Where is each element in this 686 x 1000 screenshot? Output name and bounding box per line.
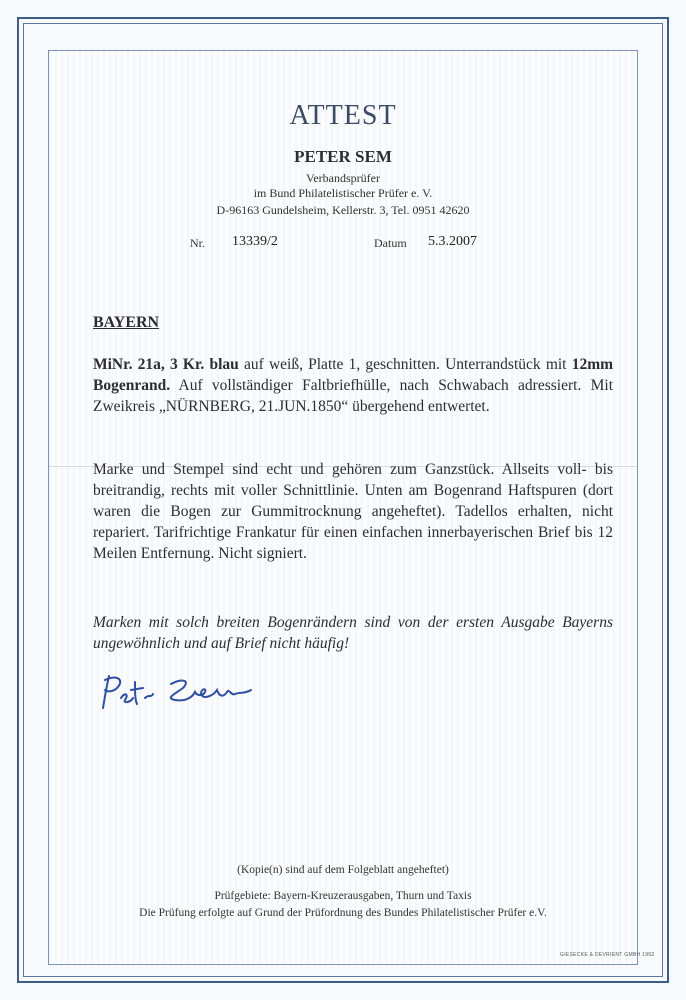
examiner-role: Verbandsprüfer (306, 171, 380, 185)
section-heading: BAYERN (93, 314, 160, 331)
description-text-2: Auf vollständiger Faltbriefhülle, nach Schwabach adressiert. Mit Zweikreis „NÜRNBERG, 21.JUN.1850“ übergehend entwertet. (93, 377, 613, 415)
margin-size: 12mm Bogenrand. (93, 356, 614, 394)
condition-paragraph: Marke und Stempel sind echt und gehören zum Ganzstück. Allseits voll- bis breitrandig, rechts mit voller Schnittlinie. Unten am Bogenrand Haftspuren (dort waren die Bogen zur Gummitrocknung angeheftet). Tadellos erhalten, nicht repariert. Tarifrichtige Frankatur für einen einfachen innerbayerischen Brief bis 12 Meilen Entfernung. Nicht signiert. (93, 461, 613, 562)
nr-value: 13339/2 (232, 234, 278, 249)
examiner-address: D-96163 Gundelsheim, Kellerstr. 3, Tel. 0951 42620 (216, 203, 470, 217)
stamp-description (93, 354, 613, 417)
examiner-association: im Bund Philatelistischer Prüfer e. V. (253, 186, 433, 200)
datum-value: 5.3.2007 (428, 234, 477, 249)
printer-imprint: GIESECKE & DEVRIENT GMBH 1992 (560, 952, 655, 958)
examiner-name: PETER SEM (294, 147, 392, 166)
examination-fields: Prüfgebiete: Bayern-Kreuzerausgaben, Thurn und Taxis (214, 890, 472, 902)
certificate-title: ATTEST (289, 100, 397, 131)
datum-label: Datum (374, 236, 407, 250)
description-text-1: auf weiß, Platte 1, geschnitten. Unterrandstück mit (238, 356, 572, 373)
signature-image (95, 668, 275, 718)
regulation-note: Die Prüfung erfolgte auf Grund der Prüfordnung des Bundes Philatelistischer Prüfer e.V. (139, 907, 547, 919)
nr-label: Nr. (190, 236, 205, 250)
catalog-number: MiNr. 21a, 3 Kr. blau (93, 356, 239, 373)
copies-note: (Kopie(n) sind auf dem Folgeblatt angeheftet) (237, 864, 449, 876)
remark-paragraph: Marken mit solch breiten Bogenrändern sind von der ersten Ausgabe Bayerns ungewöhnlich und auf Brief nicht häufig! (93, 614, 613, 652)
